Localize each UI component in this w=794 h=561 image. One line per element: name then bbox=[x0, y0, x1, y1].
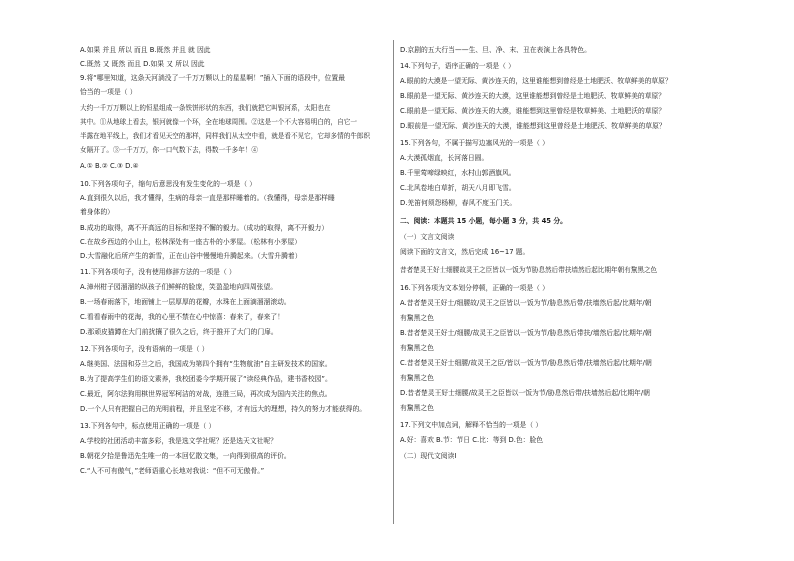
q11-option-d: D.那顽皮猫蹲在大门前扰攘了很久之后，终于推开了大门的门扉。 bbox=[80, 328, 278, 336]
q14-option-c: C.眼前是一望无际、黄沙连天的大漠，谁能想到这里曾经是牧草鲜美、土地肥沃的草原？ bbox=[400, 107, 666, 115]
q9-options: A.① B.② C.③ D.④ bbox=[80, 162, 139, 170]
q15-option-d: D.羌笛何须怨杨柳，春风不度玉门关。 bbox=[400, 199, 517, 207]
q10-option-a: A.直到很久以后，我才懂得，生病的母亲一直是那样睡着的。（我懂得，母亲是那样睡 bbox=[80, 194, 335, 202]
q13-option-a: A.学校的社团活动丰富多彩，我是选文学社呢？还是选天文社呢？ bbox=[80, 437, 278, 445]
q15-option-c: C.北风卷地白草折，胡天八月即飞雪。 bbox=[400, 184, 516, 192]
q9-passage-line: 大约一千万万颗以上的恒星组成一条铁饼形状的东西，我们就把它叫银河系，太阳也在 bbox=[80, 104, 331, 112]
q12-option-c: C.最近，阿尔法狗用棋世界冠军柯洁的对战，连胜三局，再次成为国内关注的焦点。 bbox=[80, 390, 332, 398]
q16-option-d: D.昔者楚灵王好士细腰/故灵王之臣皆以一饭为节/胁息然后带/扶墙然后起/比期年/朝 bbox=[400, 389, 650, 397]
q16-option-a-cont: 有黧黑之色 bbox=[400, 314, 434, 322]
subsection-modern-heading: （二）现代文阅读Ⅰ bbox=[400, 452, 457, 460]
q13-option-d: D.京剧的五大行当——生、旦、净、末、丑在表演上各具特色。 bbox=[400, 46, 591, 54]
q14-option-d: D.眼前是一望无际、黄沙连天的大漠，谁能想到这里曾经是土地肥沃、牧草鲜美的草原？ bbox=[400, 122, 666, 130]
q14-option-b: B.眼前是一望无际、黄沙连天的大漠，这里谁能想到曾经是土地肥沃、牧草鲜美的草原？ bbox=[400, 92, 666, 100]
q13-stem: 13.下列各句中，标点使用正确的一项是（ ） bbox=[80, 422, 216, 430]
subsection-classical-heading: （一）文言文阅读 bbox=[400, 233, 455, 241]
q9-stem: 9.将“哪里知道，这条天河淌没了一千万万颗以上的星星啊！”插入下面的语段中，位置最 bbox=[80, 74, 346, 82]
q16-option-b: B.昔者楚灵王好士/细腰/故灵王之臣皆以一饭为节/胁息然后带扶/墙然后起/比期年/朝 bbox=[400, 329, 652, 337]
column-divider bbox=[393, 40, 394, 524]
q16-option-a: A.昔者楚灵王好士/细腰故/灵王之臣皆以一饭为节/胁息然后带/扶墙然后起/比期年/朝 bbox=[400, 299, 652, 307]
q14-stem: 14.下列句子，语序正确的一项是（ ） bbox=[400, 62, 515, 70]
q9-passage-line: 半露在地平线上，我们才看见天空的那样，同样我们从太空中看，就是看不见它，它却多情的牛郎织 bbox=[80, 132, 371, 140]
q15-option-b: B.千里莺啼绿映红，水村山郭酒旗风。 bbox=[400, 169, 516, 177]
q8-options-cd: C.既然 又 既然 而且 D.如果 又 所以 因此 bbox=[80, 60, 205, 68]
q11-option-c: C.看看春雨中的花海，我的心里不禁在心中惊喜：春来了，春来了！ bbox=[80, 313, 285, 321]
q16-option-c: C.昔者楚灵王好士细腰/故灵王之臣/皆以一饭为节/胁息然后带/扶墙然后起/比期年/朝 bbox=[400, 359, 652, 367]
classical-passage: 昔者楚灵王好士细腰故灵王之臣皆以一饭为节胁息然后带扶墙然后起比期年朝有黧黑之色 bbox=[400, 266, 658, 274]
q12-option-a: A.继美国、法国和芬兰之后，我国成为第四个拥有“生物航油”自主研发技术的国家。 bbox=[80, 360, 332, 368]
q11-stem: 11.下列各项句子，没有使用修辞方法的一项是（ ） bbox=[80, 268, 236, 276]
q16-stem: 16.下列各项为文本划分停顿，正确的一项是（ ） bbox=[400, 284, 549, 292]
q16-option-d-cont: 有黧黑之色 bbox=[400, 404, 434, 412]
q11-option-a: A.漳州柑子园溜溜的纵孩子们鲜鲜的脸庞，笑盈盈地向四周张望。 bbox=[80, 283, 278, 291]
q15-stem: 15.下列各句，不属于描写边塞风光的一项是（ ） bbox=[400, 139, 549, 147]
q17-options: A.好：喜欢 B.节：节日 C.比：等到 D.色：脸色 bbox=[400, 436, 544, 444]
q8-options-ab: A.如果 并且 所以 而且 B.既然 并且 就 因此 bbox=[80, 46, 211, 54]
q17-stem: 17.下列文中加点词，解释不恰当的一项是（ ） bbox=[400, 421, 543, 429]
q10-option-c: C.在故乡西边的小山上，松林深处有一座古朴的小茅屋。（松林有小茅屋） bbox=[80, 238, 302, 246]
q10-option-d: D.大雪融化后所产生的新雪，正在山谷中慢慢地升腾起来。（大雪升腾着） bbox=[80, 252, 302, 260]
q13-option-c: C.“人不可有傲气，”老师语重心长地对我说：“但不可无傲骨。” bbox=[80, 467, 265, 475]
q16-option-b-cont: 有黧黑之色 bbox=[400, 344, 434, 352]
q10-option-b: B.成功的取得，离不开高远的目标和坚持不懈的毅力。（成功的取得，离不开毅力） bbox=[80, 224, 329, 232]
q16-option-c-cont: 有黧黑之色 bbox=[400, 374, 434, 382]
q9-passage-line: 其中。①从地球上看去，银河就像一个环，全在地球周围。②这是一个不大容易明白的，自它一 bbox=[80, 118, 357, 126]
q11-option-b: B.一场春雨落下，地面铺上一层厚厚的花瓣，水珠在上面滴溜溜滚动。 bbox=[80, 298, 291, 306]
q12-option-b: B.为了提高学生们的语文素养，我校团委今学期开展了“读经典作品，建书香校园”。 bbox=[80, 375, 332, 383]
q9-stem-cont: 恰当的一项是（ ） bbox=[80, 88, 137, 96]
reading-instruction: 阅读下面的文言文，然后完成 16~17 题。 bbox=[400, 248, 530, 256]
q15-option-a: A.大漠孤烟直，长河落日圆。 bbox=[400, 154, 489, 162]
q9-passage-line: 女隔开了。③一千万万，你一口气数下去，得数一千多年！④ bbox=[80, 146, 259, 154]
q12-stem: 12.下列各项句子，没有语病的一项是（ ） bbox=[80, 345, 209, 353]
q12-option-d: D.一个人只有把握自己的光明前程，并且坚定不移，才有远大的理想，持久的努力才能获得的。 bbox=[80, 405, 367, 413]
q10-stem: 10.下列各项句子，缩句后意思没有发生变化的一项是（ ） bbox=[80, 180, 257, 188]
q10-option-a-cont: 着身体的） bbox=[80, 208, 114, 216]
q13-option-b: B.朝花夕拾是鲁迅先生唯一的一本回忆散文集，一向得到很高的评价。 bbox=[80, 452, 291, 460]
q14-option-a: A.眼前的大漠是一望无际、黄沙连天的，这里谁能想到曾经是土地肥沃、牧草鲜美的草原？ bbox=[400, 77, 672, 85]
section-2-heading: 二、阅读：本题共 15 小题，每小题 3 分，共 45 分。 bbox=[400, 217, 567, 225]
